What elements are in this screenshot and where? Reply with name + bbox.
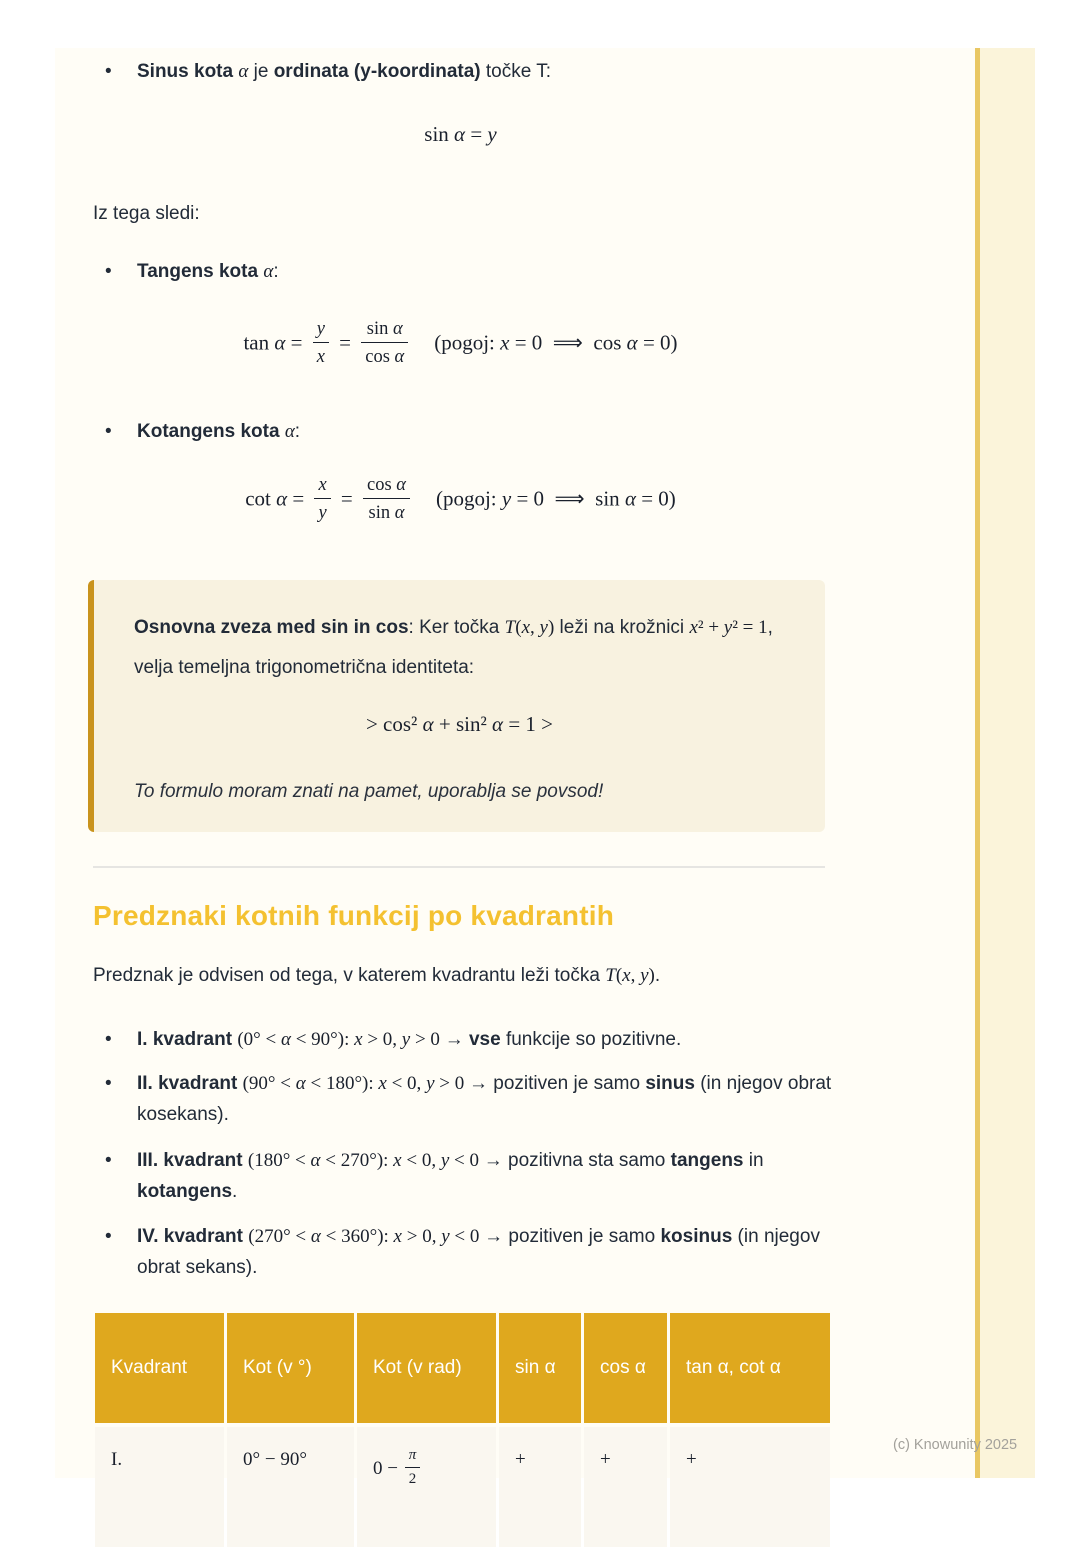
list-item xyxy=(93,1221,838,1283)
quadrant-sign-table xyxy=(95,1313,830,1547)
bullet-icon: • xyxy=(105,1029,112,1050)
list-item xyxy=(93,1068,838,1130)
table-cell: + xyxy=(670,1427,830,1547)
bullet-sinus-text: Sinus kota α je ordinata (y-koordinata) točke T: xyxy=(137,61,552,82)
table-header-cell: cos α xyxy=(584,1313,667,1423)
bullet-kotangens-text: Kotangens kota α: xyxy=(137,421,301,442)
bullet-icon: • xyxy=(105,1150,112,1171)
watermark-text: (c) Knowunity 2025 xyxy=(893,1437,1018,1453)
quadrant-3-text: III. kvadrant (180° < α < 270°): x < 0, y < 0 → pozitivna sta samo tangens in kotangens. xyxy=(137,1150,764,1202)
bullet-icon: • xyxy=(105,61,112,82)
list-item xyxy=(93,1024,838,1055)
section-divider xyxy=(93,866,825,868)
quadrant-1-text: I. kvadrant (0° < α < 90°): x > 0, y > 0 → vse funkcije so pozitivne. xyxy=(137,1029,682,1050)
bullet-icon: • xyxy=(105,1226,112,1247)
section-intro-text: Predznak je odvisen od tega, v katerem kvadrantu leži točka T(x, y). xyxy=(93,965,661,986)
identity-callout xyxy=(88,580,825,832)
bullet-kotangens xyxy=(93,416,828,447)
page-accent-strip xyxy=(980,48,1035,1478)
quadrant-4-text: IV. kvadrant (270° < α < 360°): x > 0, y < 0 → pozitiven je samo kosinus (in njegov obrat sekans). xyxy=(137,1226,820,1278)
table-cell: I. xyxy=(95,1427,224,1547)
bullet-icon: • xyxy=(105,261,112,282)
table-header-cell: sin α xyxy=(499,1313,581,1423)
tan-formula: tan α = $\frac{y}{x}$ = $\frac{\text{sin α}}{\text{cos α}}$ (pogoj: x = 0 ⟹ cos α = 0) xyxy=(243,318,678,366)
table-cell: 0 − $\frac{\pi}{2}$ xyxy=(357,1427,496,1547)
table-cell: 0° − 90° xyxy=(227,1427,354,1547)
iz-tega-sledi-text: Iz tega sledi: xyxy=(93,203,200,224)
cot-formula: cot α = $\frac{x}{y}$ = $\frac{\text{cos α}}{\text{sin α}}$ (pogoj: y = 0 ⟹ sin α = 0) xyxy=(245,474,676,522)
quadrant-2-text: II. kvadrant (90° < α < 180°): x < 0, y > 0 → pozitiven je samo sinus (in njegov obrat kosekans). xyxy=(137,1073,832,1125)
document-page xyxy=(55,48,1035,1487)
bullet-icon: • xyxy=(105,1073,112,1094)
bullet-sinus xyxy=(93,56,828,87)
table-header-cell: tan α, cot α xyxy=(670,1313,830,1423)
bullet-tangens-text: Tangens kota α: xyxy=(137,261,279,282)
bullet-icon: • xyxy=(105,421,112,442)
table-header-cell: Kot (v rad) xyxy=(357,1313,496,1423)
section-heading: Predznaki kotnih funkcij po kvadrantih xyxy=(93,900,615,931)
callout-note-text: To formulo moram znati na pamet, uporablja se povsod! xyxy=(134,781,604,802)
table-cell: + xyxy=(499,1427,581,1547)
table-header-cell: Kot (v °) xyxy=(227,1313,354,1423)
bullet-tangens xyxy=(93,256,828,287)
sin-formula: sin α = y xyxy=(424,122,497,146)
table-header-cell: Kvadrant xyxy=(95,1313,224,1423)
table-cell: + xyxy=(584,1427,667,1547)
callout-intro-text: Osnovna zveza med sin in cos: Ker točka T(x, y) leži na krožnici x² + y² = 1, velja temeljna trigonometrična identiteta: xyxy=(134,617,773,678)
list-item xyxy=(93,1145,838,1207)
identity-formula: > cos² α + sin² α = 1 > xyxy=(365,712,554,736)
